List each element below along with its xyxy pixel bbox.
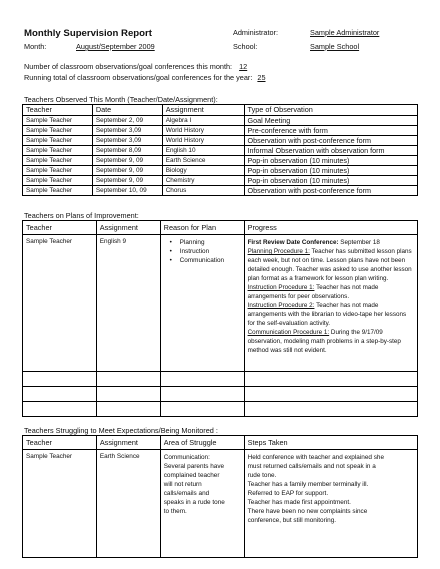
observed-table — [22, 104, 418, 196]
observation-type-cell: Observation with post-conference form — [244, 186, 417, 196]
instruction-procedure-1-label: Instruction Procedure 1: — [247, 284, 315, 291]
area-line: complained teacher — [163, 472, 220, 479]
struggling-col-header: Assignment — [96, 436, 160, 450]
steps-line: Teacher has made first appointment. — [247, 499, 351, 506]
observation-type-cell: Informal Observation with observation form — [244, 146, 417, 156]
improvement-col-header: Assignment — [96, 221, 160, 235]
steps-line: must returned calls/emails and not speak in a — [247, 463, 376, 470]
empty-cell — [23, 387, 97, 402]
table-row — [23, 235, 418, 372]
monthly-count-label: Number of classroom observations/goal conferences this month: — [24, 62, 233, 71]
list-item: • Planning — [174, 238, 241, 247]
table-row — [23, 402, 418, 417]
table-row — [23, 126, 418, 136]
area-cell — [160, 450, 244, 558]
month-value: August/September 2009 — [76, 42, 155, 51]
communication-procedure-label: Communication Procedure 1: — [247, 329, 330, 336]
teacher-cell: Sample Teacher — [23, 186, 93, 196]
school-value: Sample School — [310, 42, 360, 51]
improvement-col-header: Reason for Plan — [160, 221, 244, 235]
assignment-cell: World History — [162, 136, 244, 146]
teacher-cell: Sample Teacher — [23, 450, 97, 558]
steps-line: rude tone. — [247, 472, 277, 479]
empty-cell — [23, 402, 97, 417]
observation-type-cell: Pop-in observation (10 minutes) — [244, 176, 417, 186]
teacher-cell: Sample Teacher — [23, 146, 93, 156]
table-row — [23, 450, 418, 558]
assignment-cell: English 10 — [162, 146, 244, 156]
improvement-header-row — [23, 221, 418, 235]
empty-cell — [96, 372, 160, 387]
date-cell: September 9, 09 — [92, 166, 162, 176]
reason-list — [164, 238, 241, 265]
teacher-cell: Sample Teacher — [23, 116, 93, 126]
improvement-col-header: Progress — [244, 221, 417, 235]
teacher-cell: Sample Teacher — [23, 126, 93, 136]
planning-procedure-text: Teacher has submitted lesson plans each week, but not on time. Lesson plans have not been detailed enough. Teacher was asked to use another lesson plan format as a framework for lesson plan writing. — [247, 248, 412, 282]
date-cell: September 9, 09 — [92, 176, 162, 186]
date-cell: September 8,09 — [92, 146, 162, 156]
assignment-cell: Algebra I — [162, 116, 244, 126]
struggling-header-row — [23, 436, 418, 450]
instruction-procedure-1-text: Teacher has not made arrangements for peer observations. — [247, 284, 379, 300]
date-cell: September 3,09 — [92, 126, 162, 136]
assignment-cell: World History — [162, 126, 244, 136]
table-row — [23, 156, 418, 166]
assignment-cell: Earth Science — [96, 450, 160, 558]
empty-cell — [244, 402, 417, 417]
date-cell: September 3,09 — [92, 136, 162, 146]
empty-cell — [160, 402, 244, 417]
struggling-col-header: Area of Struggle — [160, 436, 244, 450]
steps-line: Referred to EAP for support. — [247, 490, 329, 497]
table-row — [23, 136, 418, 146]
observation-type-cell: Pop-in observation (10 minutes) — [244, 166, 417, 176]
struggling-heading: Teachers Struggling to Meet Expectations/Being Monitored : — [24, 426, 218, 435]
yearly-count-label: Running total of classroom observations/goal conferences for the year: — [24, 73, 253, 82]
instruction-procedure-2-label: Instruction Procedure 2: — [247, 302, 315, 309]
steps-line: conference, but still monitoring. — [247, 517, 337, 524]
monthly-count-value: 12 — [239, 62, 248, 71]
date-cell: September 2, 09 — [92, 116, 162, 126]
empty-cell — [96, 387, 160, 402]
teacher-cell: Sample Teacher — [23, 176, 93, 186]
area-line: to them. — [163, 508, 187, 515]
improvement-col-header: Teacher — [23, 221, 97, 235]
observation-type-cell: Pop-in observation (10 minutes) — [244, 156, 417, 166]
empty-cell — [244, 372, 417, 387]
observed-header-row — [23, 105, 418, 116]
report-title: Monthly Supervision Report — [24, 28, 152, 39]
area-line: Several parents have — [163, 463, 225, 470]
struggling-table — [22, 435, 418, 558]
empty-cell — [244, 387, 417, 402]
area-line: will not return — [163, 481, 202, 488]
month-label: Month: — [24, 42, 47, 51]
steps-line: Held conference with teacher and explained she — [247, 454, 385, 461]
improvement-heading: Teachers on Plans of Improvement: — [24, 211, 139, 220]
observed-col-header: Date — [92, 105, 162, 116]
observed-col-header: Teacher — [23, 105, 93, 116]
area-line: speaks in a rude tone — [163, 499, 225, 506]
improvement-table — [22, 220, 418, 417]
progress-cell — [244, 235, 417, 372]
assignment-cell: Chorus — [162, 186, 244, 196]
empty-cell — [23, 372, 97, 387]
list-item: • Instruction — [174, 247, 241, 256]
table-row — [23, 116, 418, 126]
table-row — [23, 186, 418, 196]
table-row — [23, 176, 418, 186]
struggling-col-header: Teacher — [23, 436, 97, 450]
observed-col-header: Assignment — [162, 105, 244, 116]
observed-col-header: Type of Observation — [244, 105, 417, 116]
assignment-cell: Earth Science — [162, 156, 244, 166]
steps-cell — [244, 450, 417, 558]
observation-type-cell: Observation with post-conference form — [244, 136, 417, 146]
observation-type-cell: Pre-conference with form — [244, 126, 417, 136]
assignment-cell: Biology — [162, 166, 244, 176]
administrator-label: Administrator: — [233, 28, 279, 37]
yearly-count-line — [24, 73, 266, 82]
table-row — [23, 372, 418, 387]
table-row — [23, 166, 418, 176]
school-label: School: — [233, 42, 258, 51]
struggling-col-header: Steps Taken — [244, 436, 417, 450]
teacher-cell: Sample Teacher — [23, 166, 93, 176]
yearly-count-value: 25 — [257, 73, 266, 82]
area-line: Communication: — [163, 454, 210, 461]
area-line: calls/emails and — [163, 490, 210, 497]
reason-cell — [160, 235, 244, 372]
date-cell: September 9, 09 — [92, 156, 162, 166]
review-date-label: First Review Date Conference: — [247, 239, 339, 246]
steps-line: There have been no new complaints since — [247, 508, 368, 515]
table-row — [23, 146, 418, 156]
empty-cell — [160, 372, 244, 387]
instruction-procedure-2-text: Teacher has not made arrangements with the librarian to video-tape her lessons for the self-evaluation activity. — [247, 302, 407, 327]
communication-procedure-text: During the 9/17/09 observation, modeling math problems in a step-by-step method was still not evident. — [247, 329, 401, 354]
planning-procedure-label: Planning Procedure 1: — [247, 248, 310, 255]
observed-heading: Teachers Observed This Month (Teacher/Date/Assignment): — [24, 95, 218, 104]
review-date-value: September 18 — [338, 239, 380, 246]
empty-cell — [96, 402, 160, 417]
administrator-value: Sample Administrator — [310, 28, 380, 37]
teacher-cell: Sample Teacher — [23, 136, 93, 146]
teacher-cell: Sample Teacher — [23, 156, 93, 166]
monthly-count-line — [24, 62, 247, 71]
list-item: • Communication — [174, 256, 241, 265]
date-cell: September 10, 09 — [92, 186, 162, 196]
observation-type-cell: Goal Meeting — [244, 116, 417, 126]
empty-cell — [160, 387, 244, 402]
teacher-cell: Sample Teacher — [23, 235, 97, 372]
table-row — [23, 387, 418, 402]
assignment-cell: Chemistry — [162, 176, 244, 186]
assignment-cell: English 9 — [96, 235, 160, 372]
steps-line: Teacher has a family member terminally ill. — [247, 481, 369, 488]
